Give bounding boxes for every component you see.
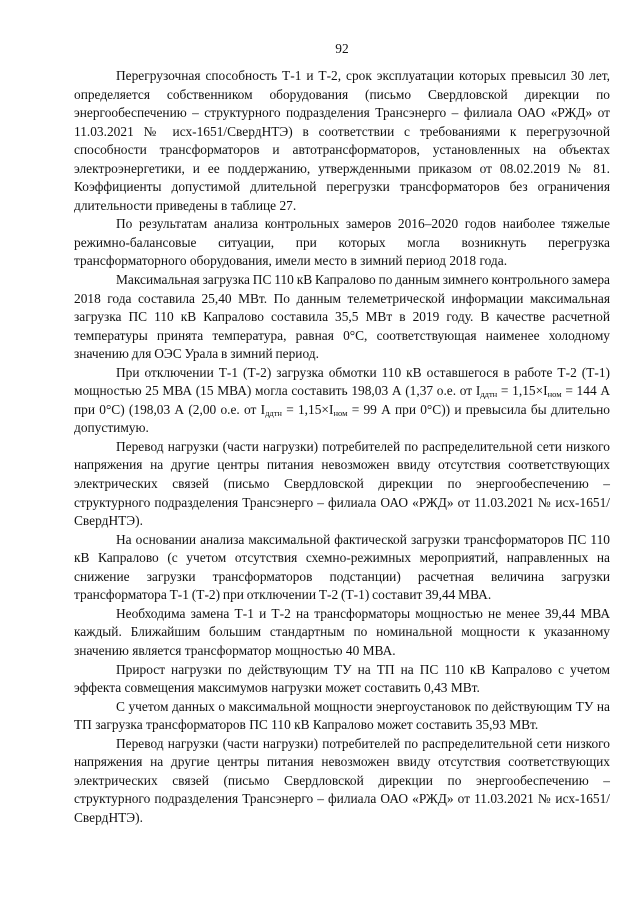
outage-subscript-2: ном (547, 389, 562, 400)
paragraph-analysis-result: На основании анализа максимальной фактической загрузки трансформаторов ПС 110 кВ Капралово (с учетом отсутствия схемно-режимных мероприятий, направленных на снижение загрузки трансформаторов подстанции) расчетная величина загрузки трансформатора Т-1 (Т-2) при отключении Т-2 (Т-1) составит 39,44 МВА. (74, 531, 610, 603)
paragraph-load-transfer-1: Перевод нагрузки (части нагрузки) потребителей по распределительной сети низкого напряжения на другие центры питания невозможен ввиду отсутствия соответствующих электрических связей (письмо Свердловской дирекции по энергообеспечению – структурного подразделения Трансэнерго – филиала ОАО «РЖД» от 11.03.2021 № исх-1651/СвердНТЭ). (74, 438, 610, 529)
paragraph-replacement: Необходима замена Т-1 и Т-2 на трансформаторы мощностью не менее 39,44 МВА каждый. Ближайшим большим стандартным по номинальной мощности к указанному значению является трансформатор мощностью 40 МВА. (74, 605, 610, 658)
paragraph-max-power: С учетом данных о максимальной мощности энергоустановок по действующим ТУ на ТП загрузка трансформаторов ПС 110 кВ Капралово может составить 35,93 МВт. (74, 698, 610, 733)
paragraph-load-transfer-2: Перевод нагрузки (части нагрузки) потребителей по распределительной сети низкого напряжения на другие центры питания невозможен ввиду отсутствия соответствующих электрических связей (письмо Свердловской дирекции по энергообеспечению – структурного подразделения Трансэнерго – филиала ОАО «РЖД» от 11.03.2021 № исх-1651/СвердНТЭ). (74, 735, 610, 825)
page-number: 92 (335, 41, 349, 56)
outage-subscript-3: ддтн (265, 407, 282, 418)
paragraph-overload-capacity: Перегрузочная способность Т-1 и Т-2, срок эксплуатации которых превысил 30 лет, определяется собственником оборудования (письмо Свердловской дирекции по энергообеспечению – структурного подразделения Трансэнерго – филиала ОАО «РЖД» от 11.03.2021 № исх-1651/СвердНТЭ) в соответствии с требованиями к перегрузочной способности трансформаторов и автотрансформаторов, установленных на объектах электроэнергетики, и ее поддержанию, утвержденными приказом от 08.02.2019 № 81. Коэффициенты допустимой длительной перегрузки трансформаторов без ограничения длительности приведены в таблице 27. (74, 68, 610, 213)
paragraph-max-load: Максимальная загрузка ПС 110 кВ Капралово по данным зимнего контрольного замера 2018 года составила 25,40 МВт. По данным телеметрической информации максимальная загрузка ПС 110 кВ Капралово составила 35,5 МВт в 2019 году. В качестве расчетной температуры принята температура, равная 0°С, соответствующая наименее холодному значению для ОЭС Урала в зимний период. (74, 272, 610, 362)
document-body (74, 67, 610, 827)
paragraph-control-measurements: По результатам анализа контрольных замеров 2016–2020 годов наиболее тяжелые режимно-балансовые ситуации, при которых могла возникнуть перегрузка трансформаторного оборудования, имели место в зимний период 2018 года. (74, 216, 610, 269)
outage-text-2: = 1,15×I (497, 383, 548, 399)
outage-text-4: = 1,15×I (281, 401, 334, 417)
outage-text-1: При отключении Т-1 (Т-2) загрузка обмотки 110 кВ оставшегося в работе Т-2 (Т-1) мощностью 25 МВА (15 МВА) могла составить 198,03 А (1,37 о.е. от I (74, 364, 610, 399)
paragraph-load-growth: Прирост нагрузки по действующим ТУ на ТП на ПС 110 кВ Капралово с учетом эффекта совмещения максимумов нагрузки может составить 0,43 МВт. (74, 661, 610, 696)
outage-text-3: = 144 А при 0°С) (198,03 А (2,00 о.е. от I (74, 383, 611, 417)
outage-subscript-4: ном (333, 407, 348, 418)
paragraph-transformer-outage (74, 364, 610, 438)
outage-text-5: = 99 А при 0°С)) и превысила бы длительно допустимую. (74, 401, 610, 436)
outage-subscript-1: ддтн (480, 389, 498, 400)
